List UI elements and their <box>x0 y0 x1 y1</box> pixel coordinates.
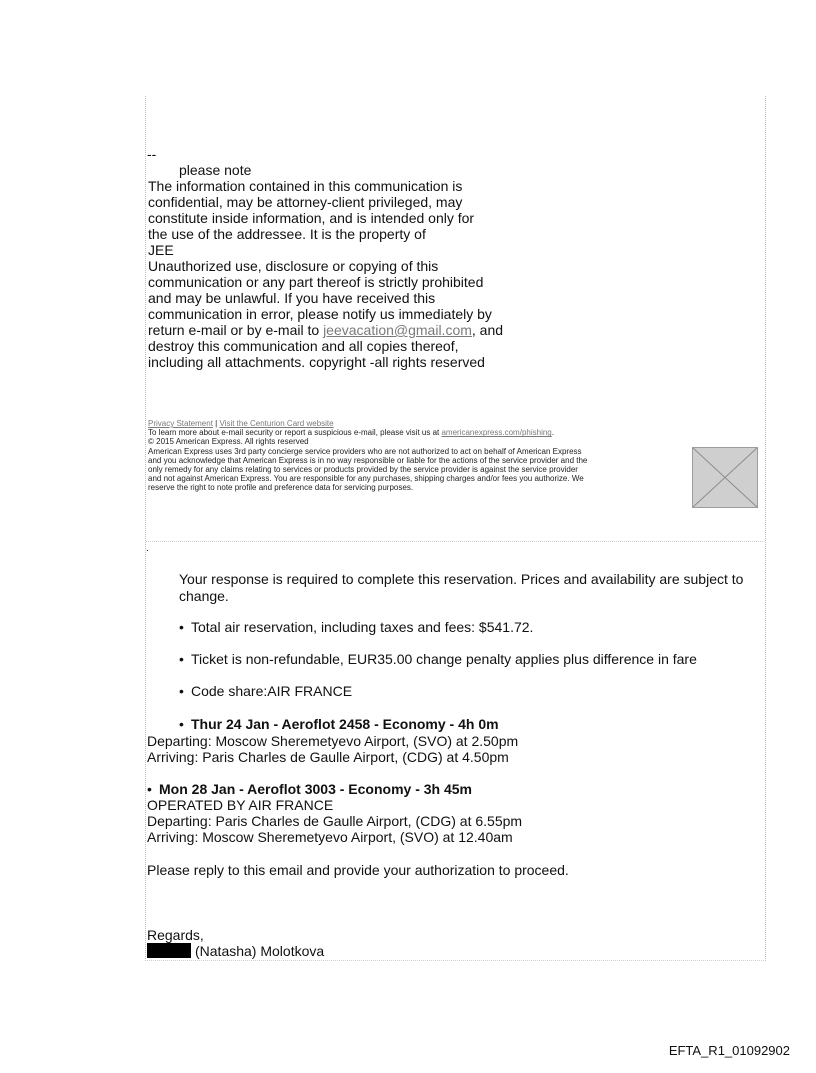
notice-line: destroy this communication and all copies thereof, <box>148 338 459 354</box>
broken-image-icon <box>693 448 757 507</box>
intro-line: change. <box>179 588 229 604</box>
confidentiality-notice <box>148 178 708 370</box>
notice-line: Unauthorized use, disclosure or copying of this <box>148 258 439 274</box>
bullet-item <box>179 651 697 667</box>
bullet-mark: • <box>179 651 184 667</box>
bullet-mark: • <box>147 781 152 797</box>
security-text: To learn more about e-mail security or report a suspicious e-mail, please visit us at <box>148 428 442 438</box>
return-text: return e-mail or by e-mail to <box>148 322 324 338</box>
disclaimer-line: and not against American Express. You are responsible for any purchases, shipping charges and/or fees you authorize. We <box>148 474 584 484</box>
centurion-card-link[interactable]: Visit the Centurion Card website <box>219 419 334 428</box>
privacy-statement-link[interactable]: Privacy Statement <box>148 419 213 428</box>
notice-line: confidential, may be attorney-client privileged, may <box>148 194 463 210</box>
bullet-mark: • <box>179 683 184 699</box>
notice-line-email <box>148 322 708 338</box>
section-divider <box>146 541 763 542</box>
dot-mark: . <box>146 543 149 554</box>
regards: Regards, <box>147 927 204 943</box>
redaction-block <box>147 943 191 958</box>
intro-line: Your response is required to complete this reservation. Prices and availability are subject to <box>179 571 744 587</box>
flight1-arriving: Arriving: Paris Charles de Gaulle Airport, (CDG) at 4.50pm <box>147 749 509 765</box>
flight1-details <box>147 733 518 765</box>
document-id: EFTA_R1_01092902 <box>668 1043 790 1058</box>
flight2-title: Mon 28 Jan - Aeroflot 3003 - Economy - 3h 45m <box>159 781 473 797</box>
reservation-intro <box>179 571 759 605</box>
notice-line: and may be unlawful. If you have received this <box>148 290 436 306</box>
disclaimer-line: only remedy for any claims relating to services or products provided by the service provider is against the service provider <box>148 465 578 475</box>
bullet-mark: • <box>179 716 184 732</box>
bullet-text: Total air reservation, including taxes and fees: $541.72. <box>191 619 534 635</box>
notice-line: including all attachments. copyright -all rights reserved <box>148 354 485 370</box>
return-suffix: , and <box>471 322 504 338</box>
flight2-departing: Departing: Paris Charles de Gaulle Airport, (CDG) at 6.55pm <box>147 813 523 829</box>
flight1-departing: Departing: Moscow Sheremetyevo Airport, (SVO) at 2.50pm <box>147 733 519 749</box>
email-link[interactable]: jeevacation@gmail.com <box>323 322 472 338</box>
bullet-text: Code share:AIR FRANCE <box>191 683 353 699</box>
flight2-title-row <box>147 781 522 797</box>
notice-line: constitute inside information, and is intended only for <box>148 210 475 226</box>
bullet-item <box>179 683 352 699</box>
notice-line: communication or any part thereof is strictly prohibited <box>148 274 484 290</box>
signature-dashes: -- <box>147 146 157 162</box>
notice-line: JEE <box>148 242 174 258</box>
security-line <box>148 428 688 437</box>
copyright: © 2015 American Express. All rights reserved <box>148 437 309 447</box>
bullet-item <box>179 619 533 635</box>
amex-footer <box>148 419 688 493</box>
sender-name-row <box>147 943 324 959</box>
flight2-operated: OPERATED BY AIR FRANCE <box>147 797 334 813</box>
disclaimer-line: reserve the right to note profile and preference data for servicing purposes. <box>148 483 414 493</box>
flight1-title: Thur 24 Jan - Aeroflot 2458 - Economy - 4h 0m <box>191 716 499 732</box>
please-note: please note <box>179 162 252 178</box>
bullet-text: Ticket is non-refundable, EUR35.00 change penalty applies plus difference in fare <box>191 651 697 667</box>
link-divider: | <box>215 419 218 428</box>
flight2-arriving: Arriving: Moscow Sheremetyevo Airport, (SVO) at 12.40am <box>147 829 513 845</box>
disclaimer-line: American Express uses 3rd party concierge service providers who are not authorized to act on behalf of American Express <box>148 446 582 456</box>
flight1-title-row <box>179 716 499 732</box>
notice-line: the use of the addressee. It is the property of <box>148 226 426 242</box>
flight2-block <box>147 781 522 845</box>
notice-line: The information contained in this communication is <box>148 178 463 194</box>
disclaimer-line: and you acknowledge that American Express is in no way responsible or liable for the actions of the service provider and the <box>148 455 588 465</box>
closing-line: Please reply to this email and provide your authorization to proceed. <box>147 862 569 878</box>
bullet-mark: • <box>179 619 184 635</box>
security-end: . <box>551 428 554 438</box>
footer-links <box>148 419 688 428</box>
notice-line: communication in error, please notify us immediately by <box>148 306 492 322</box>
phishing-link[interactable]: americanexpress.com/phishing <box>441 428 552 438</box>
amex-logo-placeholder <box>692 447 758 508</box>
sender-name: (Natasha) Molotkova <box>195 943 325 959</box>
